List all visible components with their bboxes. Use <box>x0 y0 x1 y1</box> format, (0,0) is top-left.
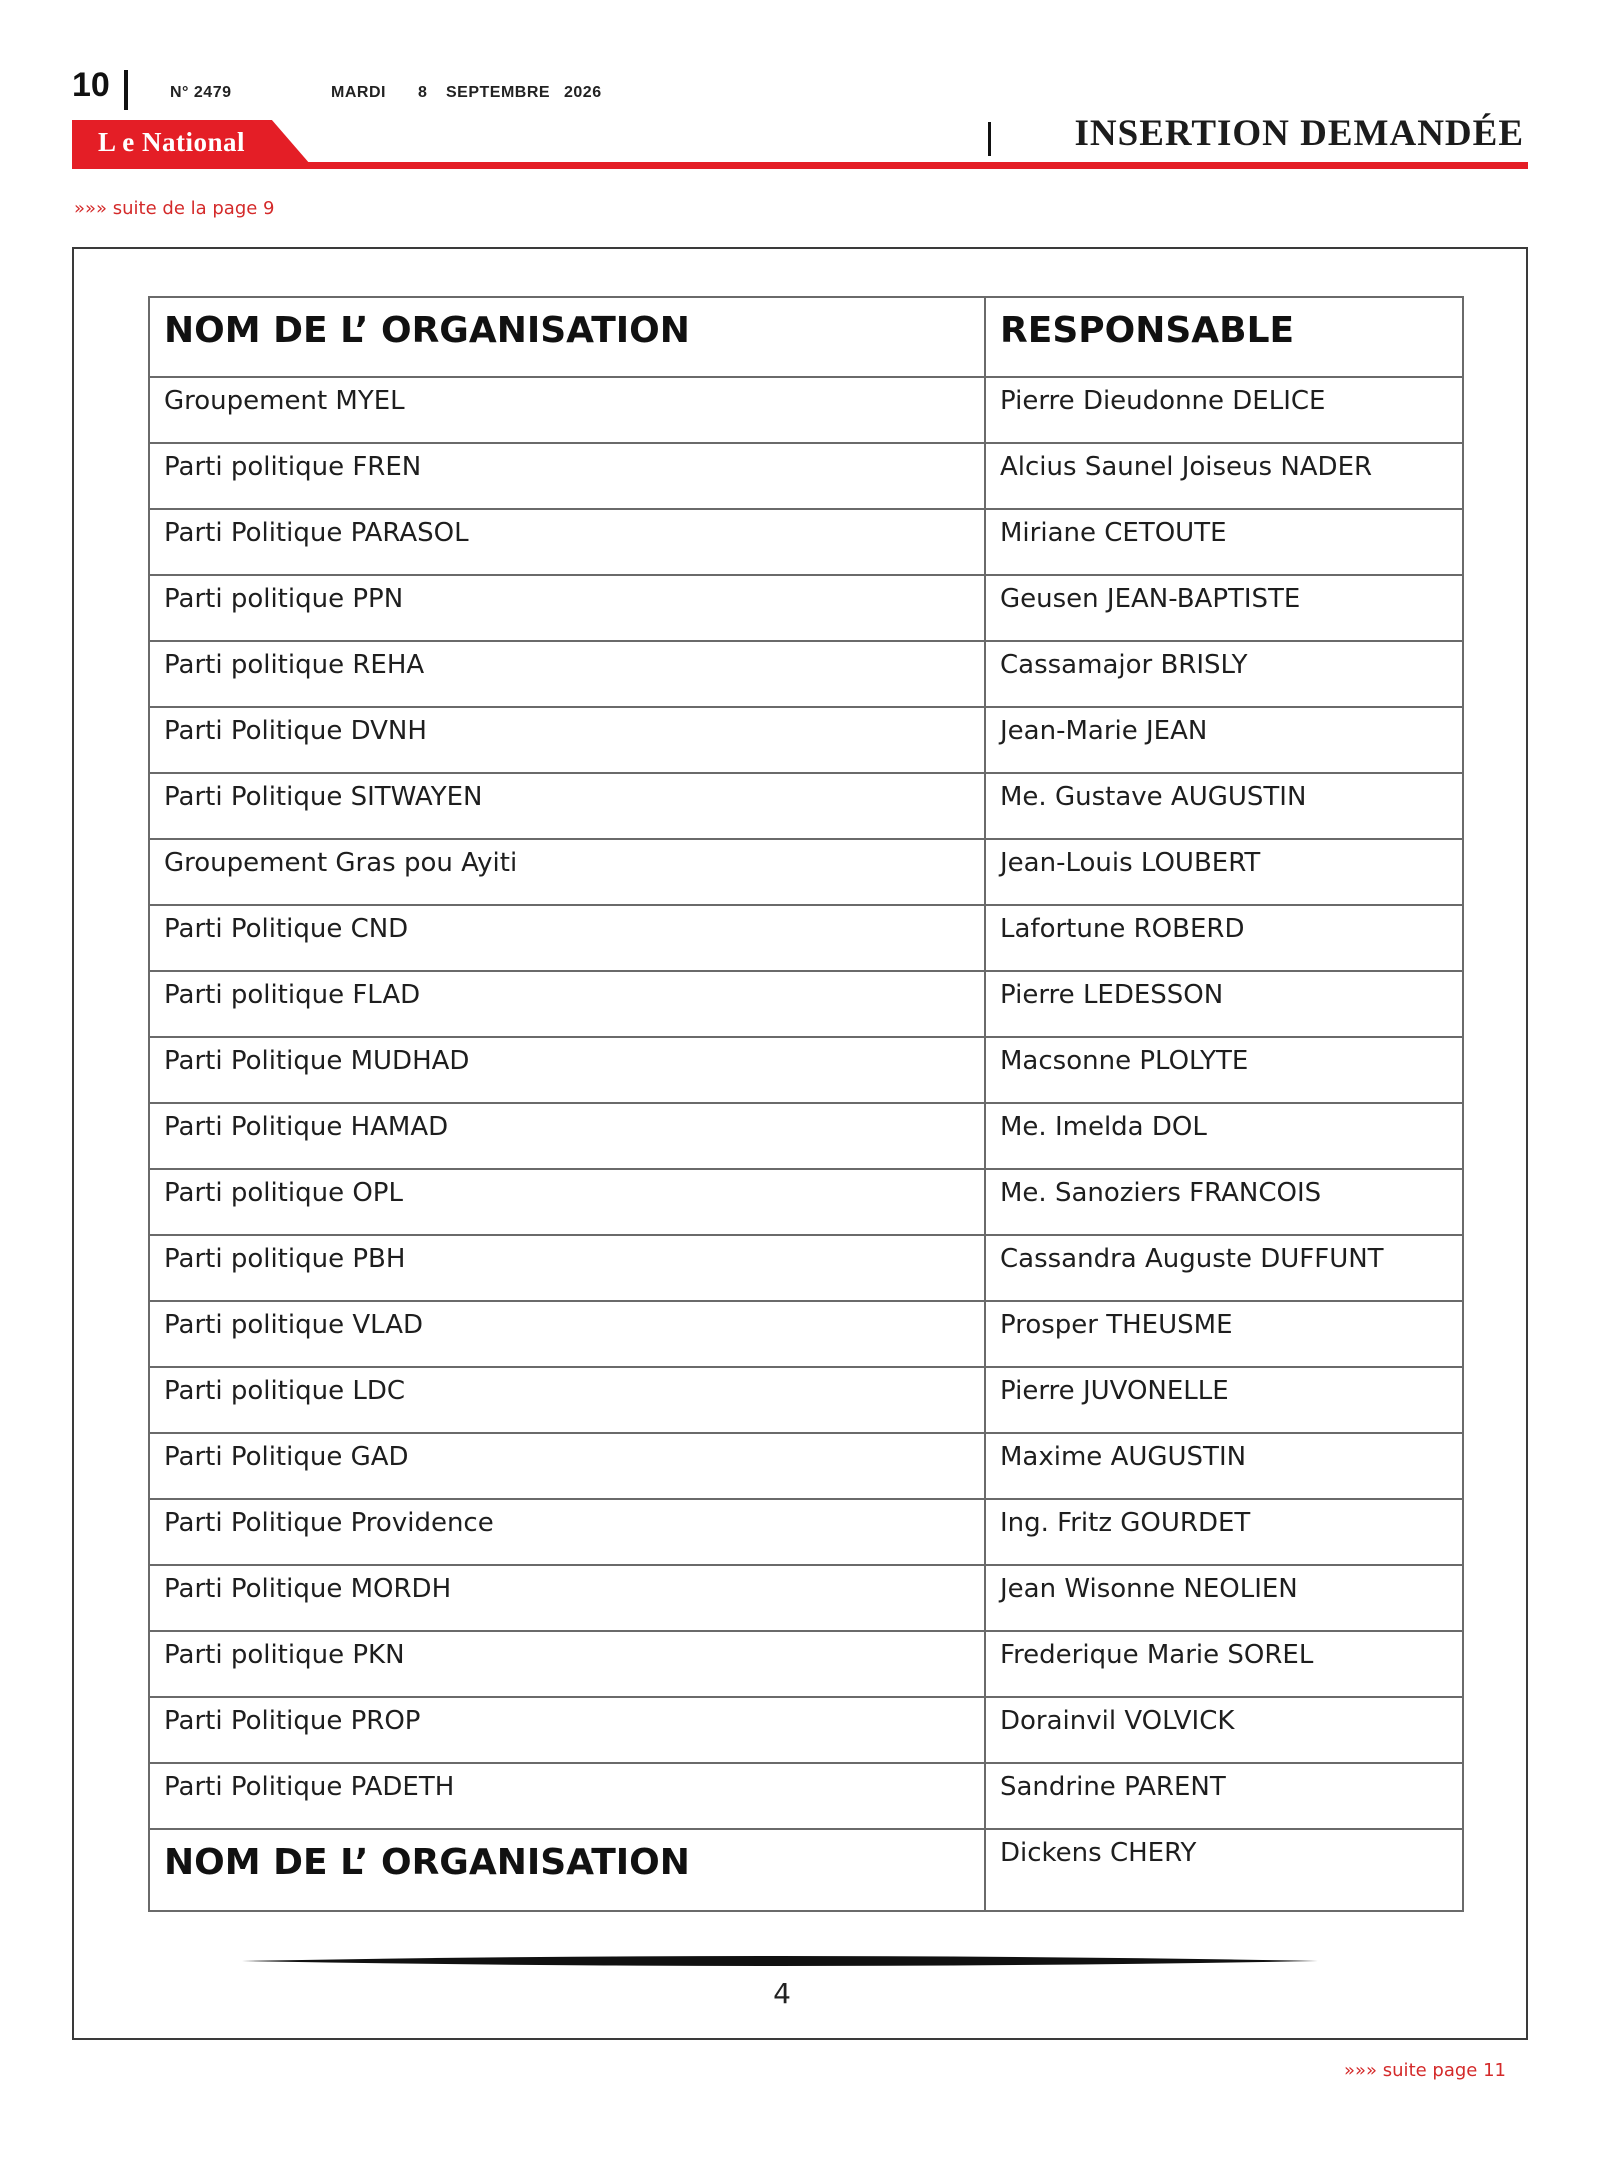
responsable-cell: Dorainvil VOLVICK <box>985 1697 1463 1763</box>
table-row <box>149 1565 1463 1631</box>
organisation-cell: Parti Politique GAD <box>149 1433 985 1499</box>
responsable-cell: Ing. Fritz GOURDET <box>985 1499 1463 1565</box>
responsable-cell: Jean-Marie JEAN <box>985 707 1463 773</box>
decorative-divider <box>242 1954 1318 1968</box>
brand-logo-text: L e National <box>98 127 246 157</box>
organisation-cell: Parti politique FLAD <box>149 971 985 1037</box>
organisation-cell: Parti Politique MORDH <box>149 1565 985 1631</box>
table-row <box>149 1301 1463 1367</box>
responsable-cell: Frederique Marie SOREL <box>985 1631 1463 1697</box>
responsable-cell: Geusen JEAN-BAPTISTE <box>985 575 1463 641</box>
table-row <box>149 1763 1463 1829</box>
section-divider <box>988 122 991 156</box>
page-number-divider <box>124 70 128 110</box>
responsable-cell: Pierre Dieudonne DELICE <box>985 377 1463 443</box>
date-day: 8 <box>418 84 428 101</box>
page-number: 10 <box>72 66 110 104</box>
date-weekday: MARDI <box>331 84 386 101</box>
footer-organisation-label: NOM DE L’ ORGANISATION <box>149 1829 985 1911</box>
table-row <box>149 1499 1463 1565</box>
responsable-cell: Me. Gustave AUGUSTIN <box>985 773 1463 839</box>
responsable-cell: Me. Imelda DOL <box>985 1103 1463 1169</box>
responsable-cell: Pierre LEDESSON <box>985 971 1463 1037</box>
table-row <box>149 1037 1463 1103</box>
column-header-responsable: RESPONSABLE <box>985 297 1463 377</box>
continued-from-link[interactable]: »»» suite de la page 9 <box>74 198 275 219</box>
responsable-cell: Cassandra Auguste DUFFUNT <box>985 1235 1463 1301</box>
organisation-cell: Parti politique PKN <box>149 1631 985 1697</box>
organisation-cell: Parti Politique Providence <box>149 1499 985 1565</box>
table-footer-row <box>149 1829 1463 1911</box>
responsable-cell: Jean Wisonne NEOLIEN <box>985 1565 1463 1631</box>
table-row <box>149 1169 1463 1235</box>
responsable-cell: Me. Sanoziers FRANCOIS <box>985 1169 1463 1235</box>
organisation-cell: Groupement Gras pou Ayiti <box>149 839 985 905</box>
organisation-cell: Parti Politique SITWAYEN <box>149 773 985 839</box>
table-row <box>149 839 1463 905</box>
date-year: 2026 <box>564 84 602 101</box>
table-row <box>149 707 1463 773</box>
organisation-cell: Parti Politique PADETH <box>149 1763 985 1829</box>
inner-page-number: 4 <box>773 1977 791 2010</box>
responsable-cell: Cassamajor BRISLY <box>985 641 1463 707</box>
responsable-cell: Miriane CETOUTE <box>985 509 1463 575</box>
table-row <box>149 1631 1463 1697</box>
responsable-cell: Jean-Louis LOUBERT <box>985 839 1463 905</box>
organisation-cell: Parti Politique DVNH <box>149 707 985 773</box>
organisation-cell: Parti Politique MUDHAD <box>149 1037 985 1103</box>
responsable-cell: Maxime AUGUSTIN <box>985 1433 1463 1499</box>
responsable-cell: Pierre JUVONELLE <box>985 1367 1463 1433</box>
organisation-cell: Parti politique OPL <box>149 1169 985 1235</box>
table-row <box>149 443 1463 509</box>
footer-responsable-cell: Dickens CHERY <box>985 1829 1463 1911</box>
organisation-cell: Parti Politique HAMAD <box>149 1103 985 1169</box>
organisation-cell: Parti politique PBH <box>149 1235 985 1301</box>
responsable-cell: Lafortune ROBERD <box>985 905 1463 971</box>
section-title: INSERTION DEMANDÉE <box>1074 113 1524 154</box>
column-header-organisation: NOM DE L’ ORGANISATION <box>149 297 985 377</box>
organisation-cell: Parti politique FREN <box>149 443 985 509</box>
table-row <box>149 1433 1463 1499</box>
table-row <box>149 971 1463 1037</box>
continued-to-link[interactable]: »»» suite page 11 <box>1344 2060 1506 2081</box>
table-row <box>149 1697 1463 1763</box>
table-body <box>149 377 1463 1829</box>
organisation-cell: Groupement MYEL <box>149 377 985 443</box>
responsable-cell: Sandrine PARENT <box>985 1763 1463 1829</box>
table-row <box>149 905 1463 971</box>
table-row <box>149 377 1463 443</box>
table-row <box>149 773 1463 839</box>
organisation-cell: Parti politique LDC <box>149 1367 985 1433</box>
responsable-cell: Prosper THEUSME <box>985 1301 1463 1367</box>
organization-table <box>148 296 1464 1912</box>
organisation-cell: Parti Politique PROP <box>149 1697 985 1763</box>
organisation-cell: Parti politique PPN <box>149 575 985 641</box>
table-row <box>149 509 1463 575</box>
responsable-cell: Macsonne PLOLYTE <box>985 1037 1463 1103</box>
issue-number: N° 2479 <box>170 84 232 101</box>
table-row <box>149 1103 1463 1169</box>
organisation-cell: Parti Politique PARASOL <box>149 509 985 575</box>
table-row <box>149 1235 1463 1301</box>
table-row <box>149 641 1463 707</box>
responsable-cell: Alcius Saunel Joiseus NADER <box>985 443 1463 509</box>
organisation-cell: Parti politique REHA <box>149 641 985 707</box>
table-row <box>149 1367 1463 1433</box>
header-rule <box>72 162 1528 169</box>
table-header-row <box>149 297 1463 377</box>
date-month: SEPTEMBRE <box>446 84 551 101</box>
organisation-cell: Parti Politique CND <box>149 905 985 971</box>
organisation-cell: Parti politique VLAD <box>149 1301 985 1367</box>
table-row <box>149 575 1463 641</box>
